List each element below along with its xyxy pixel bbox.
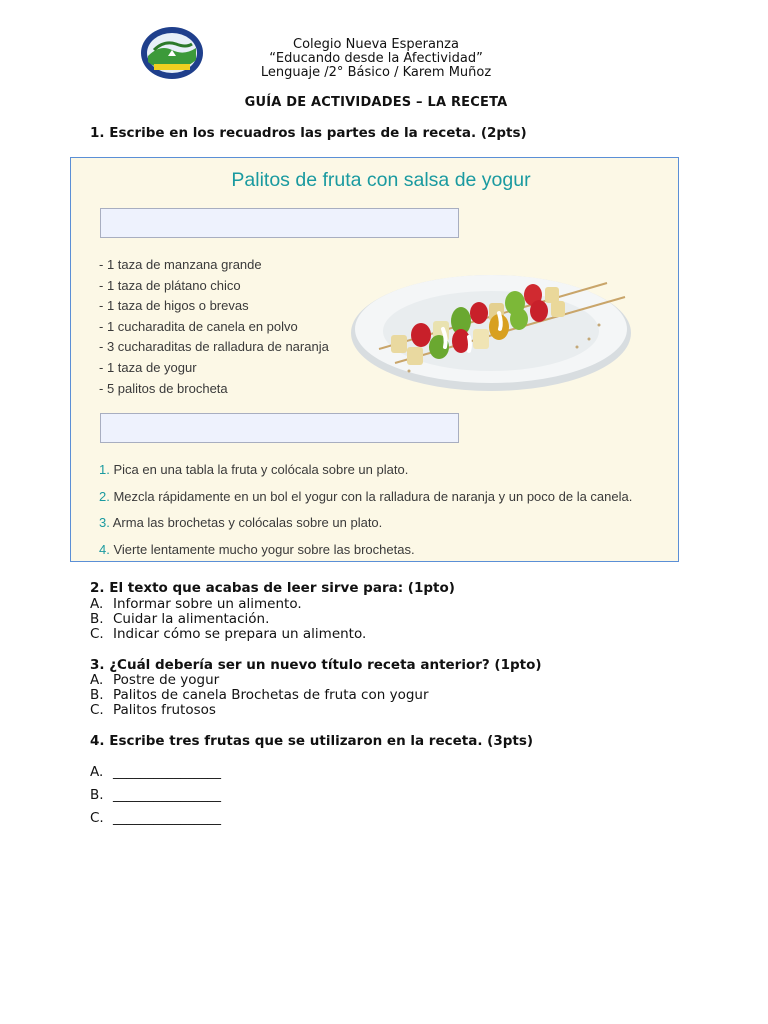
school-name: Colegio Nueva Esperanza xyxy=(293,37,459,52)
option-text: Postre de yogur xyxy=(113,672,220,688)
step-number: 3. xyxy=(99,515,110,531)
answer-line-c[interactable] xyxy=(90,811,221,826)
school-logo xyxy=(140,26,204,80)
step-number: 4. xyxy=(99,541,110,557)
course-line: Lenguaje /2° Básico / Karem Muñoz xyxy=(260,65,492,80)
step-number: 2. xyxy=(99,488,110,504)
fruit-skewer-plate-image xyxy=(349,251,649,401)
question-3: 3. ¿Cuál debería ser un nuevo título receta anterior? (1pto) xyxy=(90,657,542,673)
answer-line-b[interactable] xyxy=(90,788,221,803)
option-text: Cuidar la alimentación. xyxy=(113,611,270,627)
guide-title: GUÍA DE ACTIVIDADES – LA RECETA xyxy=(244,95,508,110)
step-item xyxy=(99,484,632,511)
recipe-panel xyxy=(70,157,679,562)
option-letter: B. xyxy=(90,611,104,627)
option-text: Palitos de canela Brochetas de fruta con yogur xyxy=(113,687,429,703)
question-2: 2. El texto que acabas de leer sirve para: (1pto) xyxy=(90,580,455,596)
option-text: Informar sobre un alimento. xyxy=(113,596,302,612)
answer-box-preparation[interactable] xyxy=(100,413,459,443)
step-item xyxy=(99,537,632,564)
school-motto: “Educando desde la Afectividad” xyxy=(269,51,483,66)
step-text: Mezcla rápidamente en un bol el yogur con la ralladura de naranja y un poco de la canela. xyxy=(109,488,633,504)
school-header xyxy=(200,38,552,80)
recipe-title: Palitos de fruta con salsa de yogur xyxy=(231,169,531,191)
option-3b[interactable] xyxy=(90,688,429,703)
answer-blank[interactable]: ________________ xyxy=(113,764,221,780)
option-letter: A. xyxy=(90,596,104,612)
option-2b[interactable] xyxy=(90,612,269,627)
steps-list xyxy=(99,457,632,563)
option-letter: C. xyxy=(90,702,104,718)
ingredients-list xyxy=(99,255,329,399)
ingredient-item: - 1 taza de yogur xyxy=(99,359,197,375)
answer-letter: B. xyxy=(90,787,104,803)
step-item xyxy=(99,457,632,484)
answer-letter: C. xyxy=(90,810,104,826)
answer-letter: A. xyxy=(90,764,104,780)
answer-blank[interactable]: ________________ xyxy=(113,787,221,803)
option-text: Indicar cómo se prepara un alimento. xyxy=(113,626,367,642)
answer-box-ingredients[interactable] xyxy=(100,208,459,238)
step-text: Arma las brochetas y colócalas sobre un plato. xyxy=(109,515,383,531)
ingredient-item: - 1 taza de plátano chico xyxy=(99,277,241,293)
option-2a[interactable] xyxy=(90,597,302,612)
ingredient-item: - 5 palitos de brocheta xyxy=(99,380,228,396)
option-3c[interactable] xyxy=(90,703,216,718)
step-text: Vierte lentamente mucho yogur sobre las brochetas. xyxy=(109,541,415,557)
question-1: 1. Escribe en los recuadros las partes de la receta. (2pts) xyxy=(90,125,527,141)
option-letter: C. xyxy=(90,626,104,642)
ingredient-item: - 1 taza de higos o brevas xyxy=(99,298,249,314)
option-letter: A. xyxy=(90,672,104,688)
ingredient-item: - 3 cucharaditas de ralladura de naranja xyxy=(99,339,329,355)
option-3a[interactable] xyxy=(90,673,219,688)
step-item xyxy=(99,510,632,537)
option-2c[interactable] xyxy=(90,627,366,642)
answer-blank[interactable]: ________________ xyxy=(113,810,221,826)
ingredient-item: - 1 taza de manzana grande xyxy=(99,257,262,272)
ingredient-item: - 1 cucharadita de canela en polvo xyxy=(99,318,298,334)
option-letter: B. xyxy=(90,687,104,703)
option-text: Palitos frutosos xyxy=(113,702,216,718)
question-4: 4. Escribe tres frutas que se utilizaron en la receta. (3pts) xyxy=(90,733,534,749)
step-number: 1. xyxy=(99,462,110,477)
step-text: Pica en una tabla la fruta y colócala sobre un plato. xyxy=(109,462,409,477)
answer-line-a[interactable] xyxy=(90,765,221,780)
